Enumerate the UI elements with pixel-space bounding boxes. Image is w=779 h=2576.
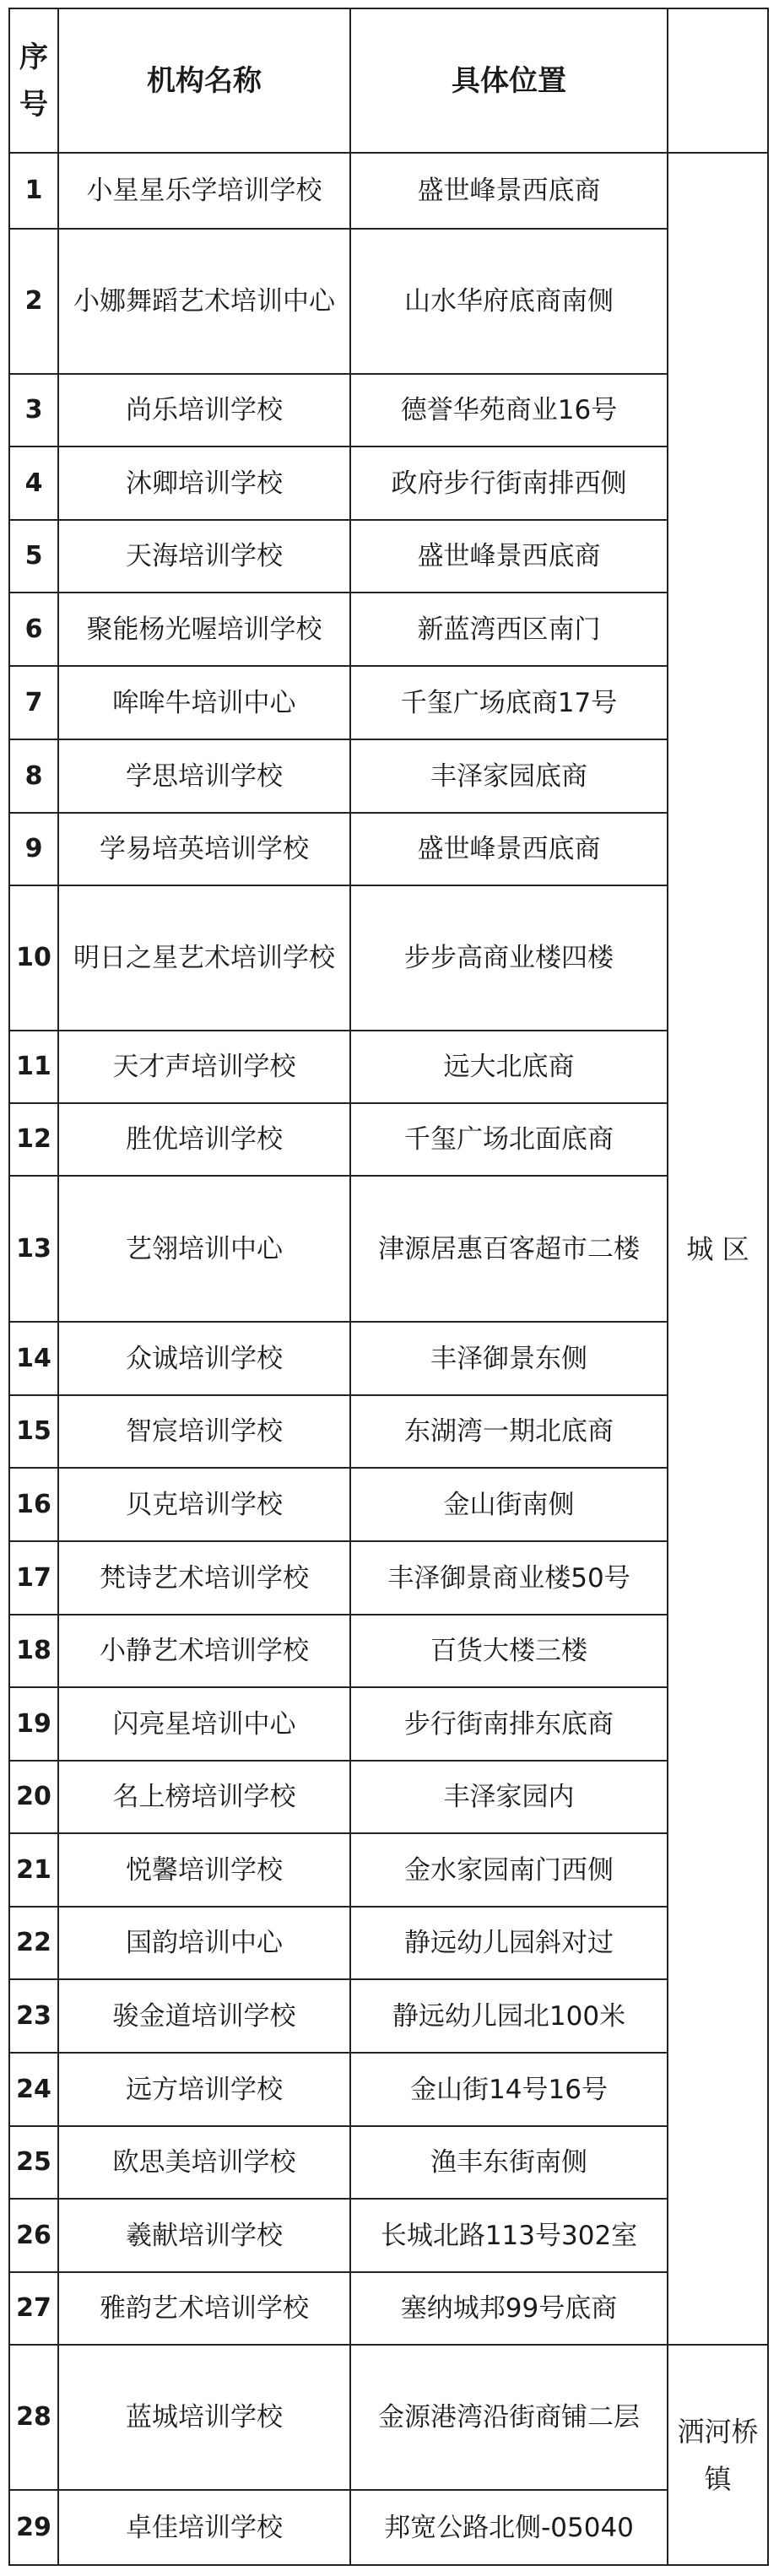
row-number: 3 (9, 374, 58, 446)
institution-name: 小静艺术培训学校 (58, 1615, 350, 1687)
row-number: 23 (9, 1979, 58, 2053)
table-row (9, 1541, 768, 1615)
institution-name: 沐卿培训学校 (58, 446, 350, 520)
institution-name: 学思培训学校 (58, 739, 350, 813)
table-row (9, 1761, 768, 1833)
row-number: 17 (9, 1541, 58, 1615)
row-number: 10 (9, 885, 58, 1031)
row-number: 19 (9, 1687, 58, 1761)
area-cell: 洒河桥镇 (668, 2345, 768, 2565)
institution-name: 骏金道培训学校 (58, 1979, 350, 2053)
institution-name: 悦馨培训学校 (58, 1833, 350, 1907)
institution-location: 邦宽公路北侧-05040 (350, 2490, 668, 2565)
row-number: 27 (9, 2272, 58, 2345)
institution-location: 金山街14号16号 (350, 2053, 668, 2126)
institution-name: 明日之星艺术培训学校 (58, 885, 350, 1031)
table-row (9, 1176, 768, 1322)
table-row (9, 593, 768, 666)
table-row (9, 1031, 768, 1103)
institution-name: 名上榜培训学校 (58, 1761, 350, 1833)
row-number: 28 (9, 2345, 58, 2490)
institution-name: 哞哞牛培训中心 (58, 666, 350, 739)
institution-location: 千玺广场底商17号 (350, 666, 668, 739)
institution-name: 蓝城培训学校 (58, 2345, 350, 2490)
institution-location: 金水家园南门西侧 (350, 1833, 668, 1907)
institution-location: 静远幼儿园北100米 (350, 1979, 668, 2053)
row-number: 4 (9, 446, 58, 520)
institution-name: 贝克培训学校 (58, 1468, 350, 1541)
institution-location: 步行街南排东底商 (350, 1687, 668, 1761)
institution-location: 远大北底商 (350, 1031, 668, 1103)
institution-location: 金源港湾沿街商铺二层 (350, 2345, 668, 2490)
table-row (9, 2199, 768, 2272)
table-row (9, 1907, 768, 1979)
header-number: 序号 (9, 8, 58, 153)
row-number: 26 (9, 2199, 58, 2272)
table-row (9, 2490, 768, 2565)
institution-name: 小星星乐学培训学校 (58, 153, 350, 229)
table-row (9, 1615, 768, 1687)
table-row (9, 374, 768, 446)
row-number: 15 (9, 1395, 58, 1468)
institution-name: 胜优培训学校 (58, 1103, 350, 1176)
institution-name: 尚乐培训学校 (58, 374, 350, 446)
table-row (9, 666, 768, 739)
table-row (9, 1103, 768, 1176)
institution-name: 艺翎培训中心 (58, 1176, 350, 1322)
institution-name: 羲献培训学校 (58, 2199, 350, 2272)
institution-location: 丰泽家园内 (350, 1761, 668, 1833)
row-number: 29 (9, 2490, 58, 2565)
table-row (9, 1322, 768, 1395)
row-number: 11 (9, 1031, 58, 1103)
institution-location: 政府步行街南排西侧 (350, 446, 668, 520)
row-number: 18 (9, 1615, 58, 1687)
table-row (9, 813, 768, 885)
header-name: 机构名称 (58, 8, 350, 153)
header-location: 具体位置 (350, 8, 668, 153)
institution-location: 塞纳城邦99号底商 (350, 2272, 668, 2345)
table-row (9, 153, 768, 229)
institution-name: 梵诗艺术培训学校 (58, 1541, 350, 1615)
area-cell: 城 区 (668, 153, 768, 2345)
table-row (9, 2272, 768, 2345)
row-number: 8 (9, 739, 58, 813)
table-row (9, 229, 768, 374)
training-institutions-table (8, 8, 769, 2566)
institution-location: 长城北路113号302室 (350, 2199, 668, 2272)
row-number: 24 (9, 2053, 58, 2126)
row-number: 2 (9, 229, 58, 374)
row-number: 14 (9, 1322, 58, 1395)
table-row (9, 520, 768, 593)
table-header-row (9, 8, 768, 153)
table-row (9, 446, 768, 520)
institution-location: 丰泽御景东侧 (350, 1322, 668, 1395)
institution-location: 千玺广场北面底商 (350, 1103, 668, 1176)
institution-location: 盛世峰景西底商 (350, 520, 668, 593)
table-row (9, 1395, 768, 1468)
institution-location: 山水华府底商南侧 (350, 229, 668, 374)
institution-name: 智宸培训学校 (58, 1395, 350, 1468)
institution-name: 雅韵艺术培训学校 (58, 2272, 350, 2345)
row-number: 13 (9, 1176, 58, 1322)
institution-location: 新蓝湾西区南门 (350, 593, 668, 666)
institution-name: 学易培英培训学校 (58, 813, 350, 885)
institution-name: 天海培训学校 (58, 520, 350, 593)
institution-name: 闪亮星培训中心 (58, 1687, 350, 1761)
institution-name: 国韵培训中心 (58, 1907, 350, 1979)
institution-name: 卓佳培训学校 (58, 2490, 350, 2565)
institution-location: 东湖湾一期北底商 (350, 1395, 668, 1468)
table-row (9, 2345, 768, 2490)
row-number: 16 (9, 1468, 58, 1541)
institution-name: 聚能杨光喔培训学校 (58, 593, 350, 666)
row-number: 25 (9, 2126, 58, 2199)
table-row (9, 1833, 768, 1907)
header-area (668, 8, 768, 153)
institution-name: 众诚培训学校 (58, 1322, 350, 1395)
institution-location: 金山街南侧 (350, 1468, 668, 1541)
institution-name: 小娜舞蹈艺术培训中心 (58, 229, 350, 374)
row-number: 12 (9, 1103, 58, 1176)
institution-location: 津源居惠百客超市二楼 (350, 1176, 668, 1322)
table-row (9, 1979, 768, 2053)
row-number: 1 (9, 153, 58, 229)
row-number: 9 (9, 813, 58, 885)
table-row (9, 1468, 768, 1541)
institution-location: 丰泽家园底商 (350, 739, 668, 813)
row-number: 22 (9, 1907, 58, 1979)
institution-location: 盛世峰景西底商 (350, 813, 668, 885)
institution-location: 盛世峰景西底商 (350, 153, 668, 229)
institution-name: 欧思美培训学校 (58, 2126, 350, 2199)
row-number: 21 (9, 1833, 58, 1907)
table-row (9, 2053, 768, 2126)
institution-location: 丰泽御景商业楼50号 (350, 1541, 668, 1615)
institution-location: 步步高商业楼四楼 (350, 885, 668, 1031)
table-row (9, 739, 768, 813)
row-number: 5 (9, 520, 58, 593)
row-number: 7 (9, 666, 58, 739)
institution-location: 静远幼儿园斜对过 (350, 1907, 668, 1979)
table-row (9, 885, 768, 1031)
table-row (9, 2126, 768, 2199)
institution-name: 远方培训学校 (58, 2053, 350, 2126)
institution-location: 百货大楼三楼 (350, 1615, 668, 1687)
institution-location: 德誉华苑商业16号 (350, 374, 668, 446)
institution-name: 天才声培训学校 (58, 1031, 350, 1103)
table-row (9, 1687, 768, 1761)
row-number: 6 (9, 593, 58, 666)
institution-location: 渔丰东街南侧 (350, 2126, 668, 2199)
row-number: 20 (9, 1761, 58, 1833)
